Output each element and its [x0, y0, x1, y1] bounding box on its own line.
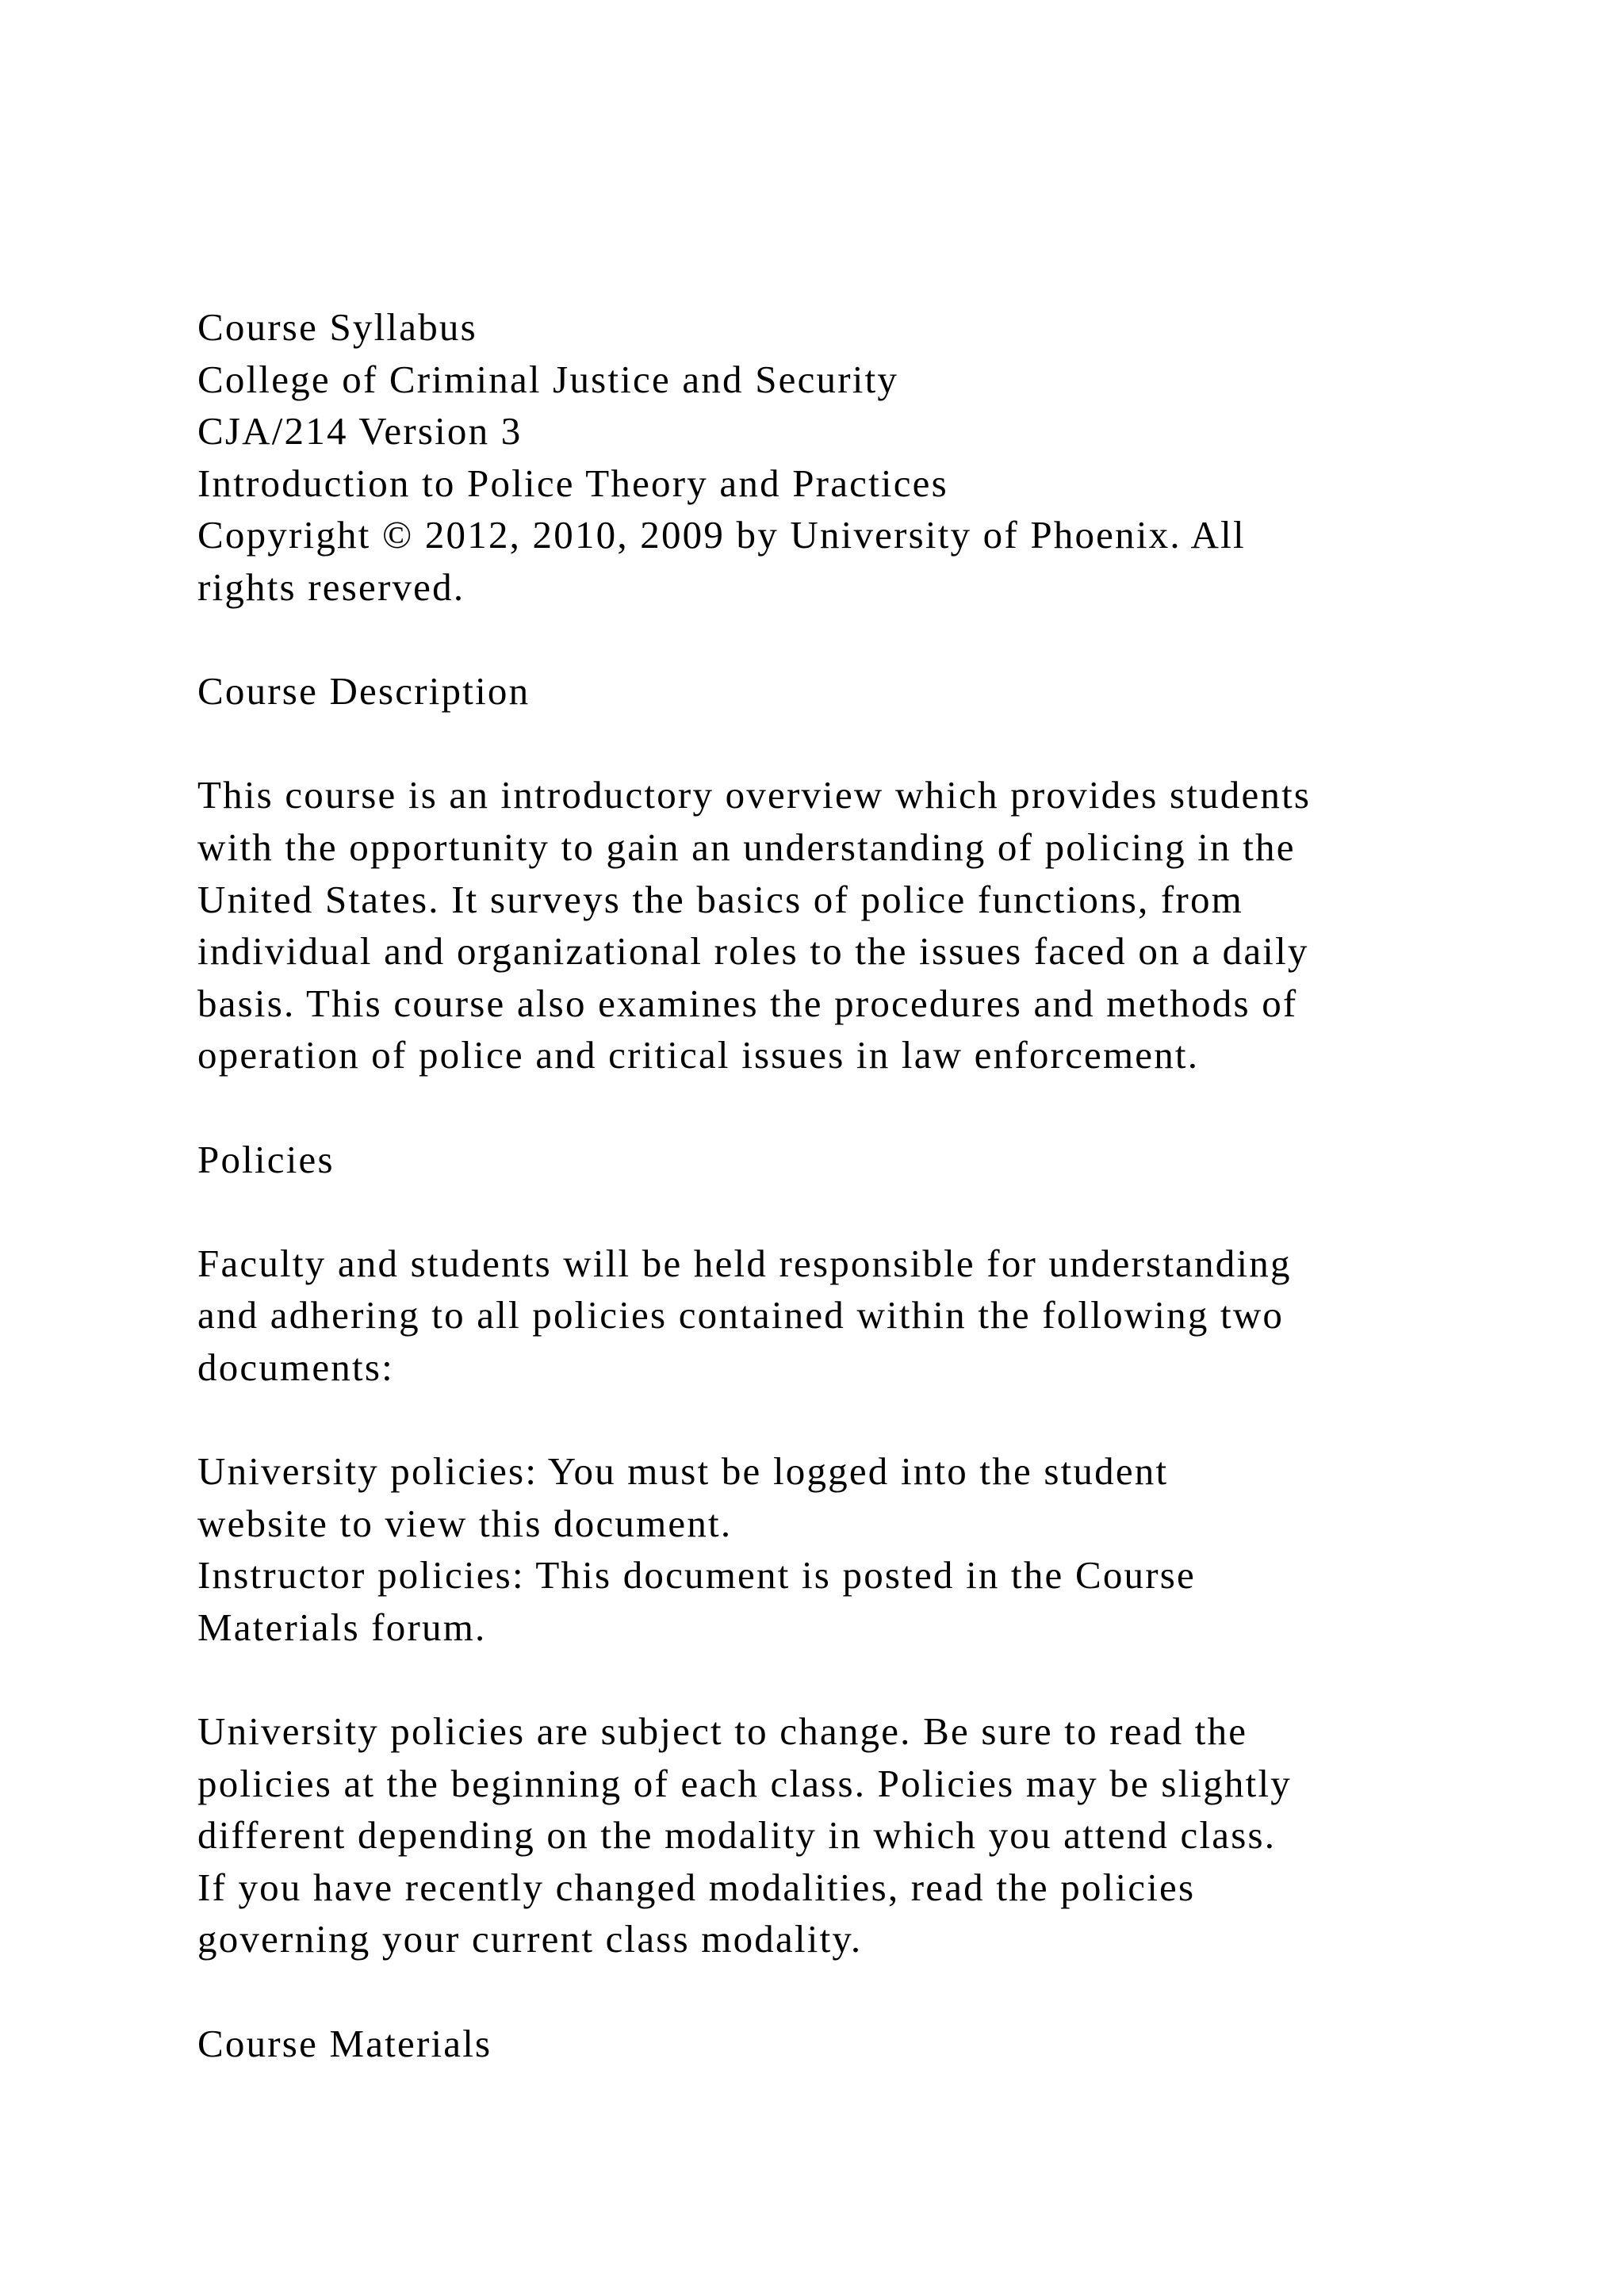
- policies-note-line: If you have recently changed modalities, read the policies: [197, 1865, 1196, 1909]
- policies-heading: Policies: [197, 1137, 335, 1181]
- spacer: [197, 1185, 1498, 1238]
- policies-note-line: policies at the beginning of each class. Policies may be slightly: [197, 1761, 1292, 1805]
- course-materials-heading: Course Materials: [197, 2021, 492, 2065]
- spacer: [197, 1965, 1498, 2018]
- spacer: [197, 718, 1498, 770]
- policy-document-line: University policies: You must be logged into the student: [197, 1449, 1169, 1494]
- policies-note-line: governing your current class modality.: [197, 1917, 863, 1961]
- policies-intro-line: documents:: [197, 1345, 394, 1389]
- spacer: [197, 1081, 1498, 1134]
- description-line: This course is an introductory overview which provides students: [197, 773, 1312, 817]
- copyright-line: Copyright © 2012, 2010, 2009 by University of Phoenix. All: [197, 513, 1246, 557]
- college-name: College of Criminal Justice and Security: [197, 357, 899, 401]
- policy-document-line: website to view this document.: [197, 1501, 733, 1545]
- policies-note-line: different depending on the modality in which you attend class.: [197, 1813, 1277, 1858]
- spacer: [197, 1393, 1498, 1445]
- policies-intro-line: Faculty and students will be held responsible for understanding: [197, 1241, 1292, 1285]
- description-line: with the opportunity to gain an understanding of policing in the: [197, 825, 1296, 869]
- description-line: individual and organizational roles to the issues faced on a daily: [197, 929, 1309, 974]
- syllabus-title: Course Syllabus: [197, 305, 477, 349]
- course-description-heading: Course Description: [197, 669, 530, 714]
- copyright-line: rights reserved.: [197, 564, 465, 609]
- policy-document-line: Instructor policies: This document is posted in the Course: [197, 1553, 1196, 1598]
- description-line: United States. It surveys the basics of police functions, from: [197, 877, 1243, 921]
- policies-note-line: University policies are subject to change. Be sure to read the: [197, 1709, 1248, 1754]
- description-line: basis. This course also examines the procedures and methods of: [197, 981, 1298, 1025]
- course-code: CJA/214 Version 3: [197, 409, 523, 453]
- policy-document-line: Materials forum.: [197, 1605, 487, 1649]
- policies-intro-line: and adhering to all policies contained within the following two: [197, 1293, 1285, 1337]
- spacer: [197, 1653, 1498, 1705]
- course-name: Introduction to Police Theory and Practices: [197, 461, 948, 505]
- description-line: operation of police and critical issues in law enforcement.: [197, 1033, 1200, 1077]
- spacer: [197, 614, 1498, 666]
- document-page: [197, 301, 1498, 2069]
